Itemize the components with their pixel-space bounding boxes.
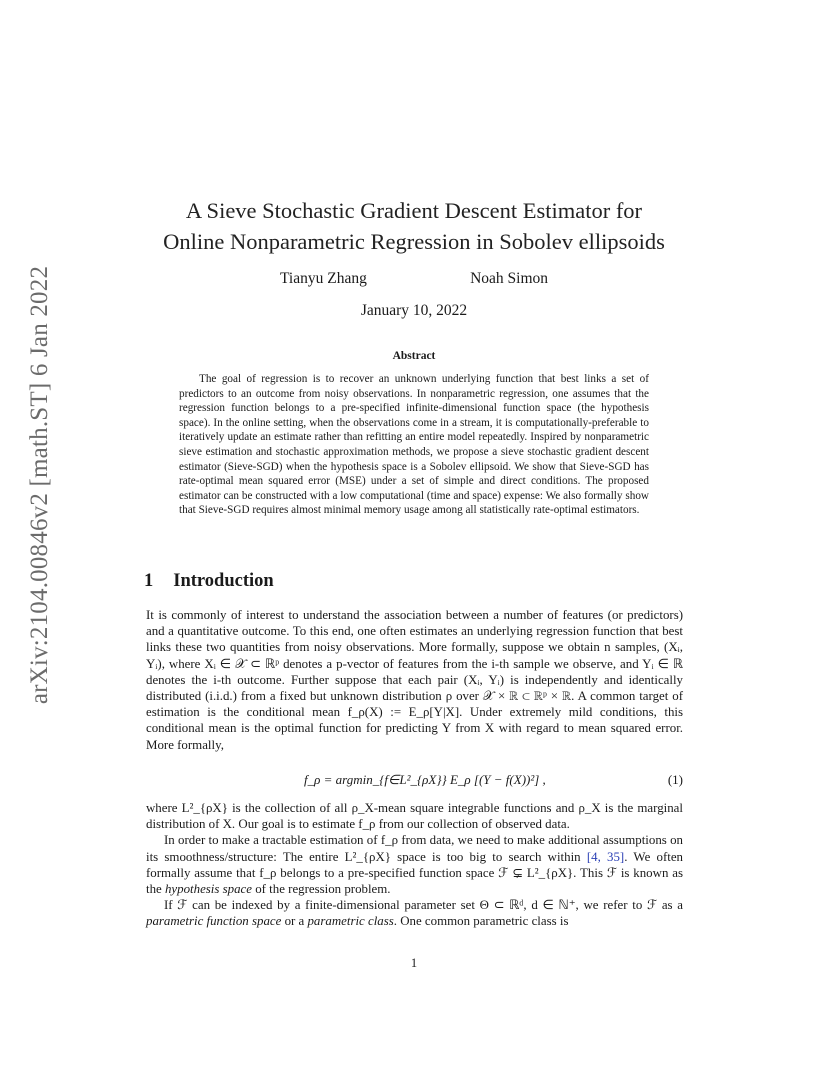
- publication-date: January 10, 2022: [360, 302, 468, 319]
- paper-title: [120, 195, 708, 257]
- p4-text-end: . One common parametric class is: [393, 914, 569, 929]
- intro-paragraph-1: It is commonly of interest to understand the association between a number of features (or predictors) and a quantitative outcome. To this end, one often estimates an underlying regression function that best links these two quantities from noisy observations. More formally, suppose we obtain n samples, (Xᵢ, Yᵢ), where Xᵢ ∈ 𝒳 ⊂ ℝᵖ denotes a p-vector of features from the i-th sample we observe, and Yᵢ ∈ ℝ denotes the i-th outcome. Further suppose that each pair (Xᵢ, Yᵢ) is independently and identically distributed (i.i.d.) from a fixed but unknown distribution ρ over 𝒳 × ℝ ⊂ ℝᵖ × ℝ. A common target of estimation is the conditional mean f_ρ(X) := E_ρ[Y|X]. Under extremely mild conditions, this conditional mean is the optimal function for predicting Y from X with regard to mean squared error. More formally,: [146, 608, 683, 752]
- equation-expression: f_ρ = argmin_{f∈L²_{ρX}} E_ρ [(Y − f(X))²] ,: [304, 772, 546, 787]
- p3-text-middle: . We often formally assume that f_ρ belongs to a pre-specified function space ℱ ⊊ L²_{ρX}. This ℱ is known as the: [146, 849, 684, 897]
- intro-paragraph-3: [146, 832, 683, 897]
- p4-emphasis-1: parametric function space: [146, 914, 282, 929]
- section-heading: [144, 571, 274, 592]
- abstract-heading: Abstract: [392, 350, 436, 362]
- arxiv-sidebar-stamp: [20, 265, 60, 705]
- p3-text-end: of the regression problem.: [255, 882, 391, 897]
- abstract-text: The goal of regression is to recover an unknown underlying function that best links a set of predictors to an outcome from noisy observations. In nonparametric regression, one assumes that the regression function belongs to a pre-specified infinite-dimensional function space (the hypothesis space). In the online setting, when the observations come in a stream, it is computationally-preferable to iteratively update an estimate rather than refitting an entire model repeatedly. Inspired by nonparametric sieve estimation and stochastic approximation methods, we propose a sieve stochastic gradient descent estimator (Sieve-SGD) when the hypothesis space is a Sobolev ellipsoid. We show that Sieve-SGD has rate-optimal mean squared error (MSE) under a set of simple and direct conditions. The proposed estimator can be constructed with a low computational (time and space) expense: We also formally show that Sieve-SGD requires almost minimal memory usage among all statistically rate-optimal estimators.: [179, 373, 649, 517]
- equation-1: [146, 772, 683, 792]
- author-name: Tianyu Zhang: [280, 270, 367, 287]
- intro-paragraph-4: [146, 897, 683, 929]
- equation-number: (1): [667, 772, 683, 787]
- section-number: 1: [144, 571, 154, 591]
- intro-paragraph-2: where L²_{ρX} is the collection of all ρ_X-mean square integrable functions and ρ_X is the marginal distribution of X. Our goal is to estimate f_ρ from our collection of observed data.: [146, 801, 683, 832]
- author-list: [280, 270, 548, 288]
- citation-link[interactable]: [4, 35]: [586, 849, 625, 864]
- intro-continued: [146, 800, 683, 930]
- p4-text-mid: or a: [284, 914, 305, 929]
- section-title: Introduction: [173, 571, 274, 591]
- title-line-2: Online Nonparametric Regression in Sobolev ellipsoids: [163, 229, 665, 254]
- p4-emphasis-2: parametric class: [307, 914, 394, 929]
- author-name: Noah Simon: [470, 270, 548, 287]
- title-line-1: A Sieve Stochastic Gradient Descent Estimator for: [185, 198, 643, 223]
- p4-text-start: If ℱ can be indexed by a finite-dimensional parameter set Θ ⊂ ℝᵈ, d ∈ ℕ⁺, we refer to ℱ as a: [164, 898, 683, 913]
- page-number: 1: [410, 956, 418, 970]
- arxiv-identifier: arXiv:2104.00846v2 [math.ST] 6 Jan 2022: [26, 265, 53, 705]
- p3-text-start: In order to make a tractable estimation of f_ρ from data, we need to make additional assumptions on its smoothness/structure: The entire L²_{ρX} space is too big to search within: [146, 833, 683, 864]
- p3-emphasis: hypothesis space: [164, 882, 252, 897]
